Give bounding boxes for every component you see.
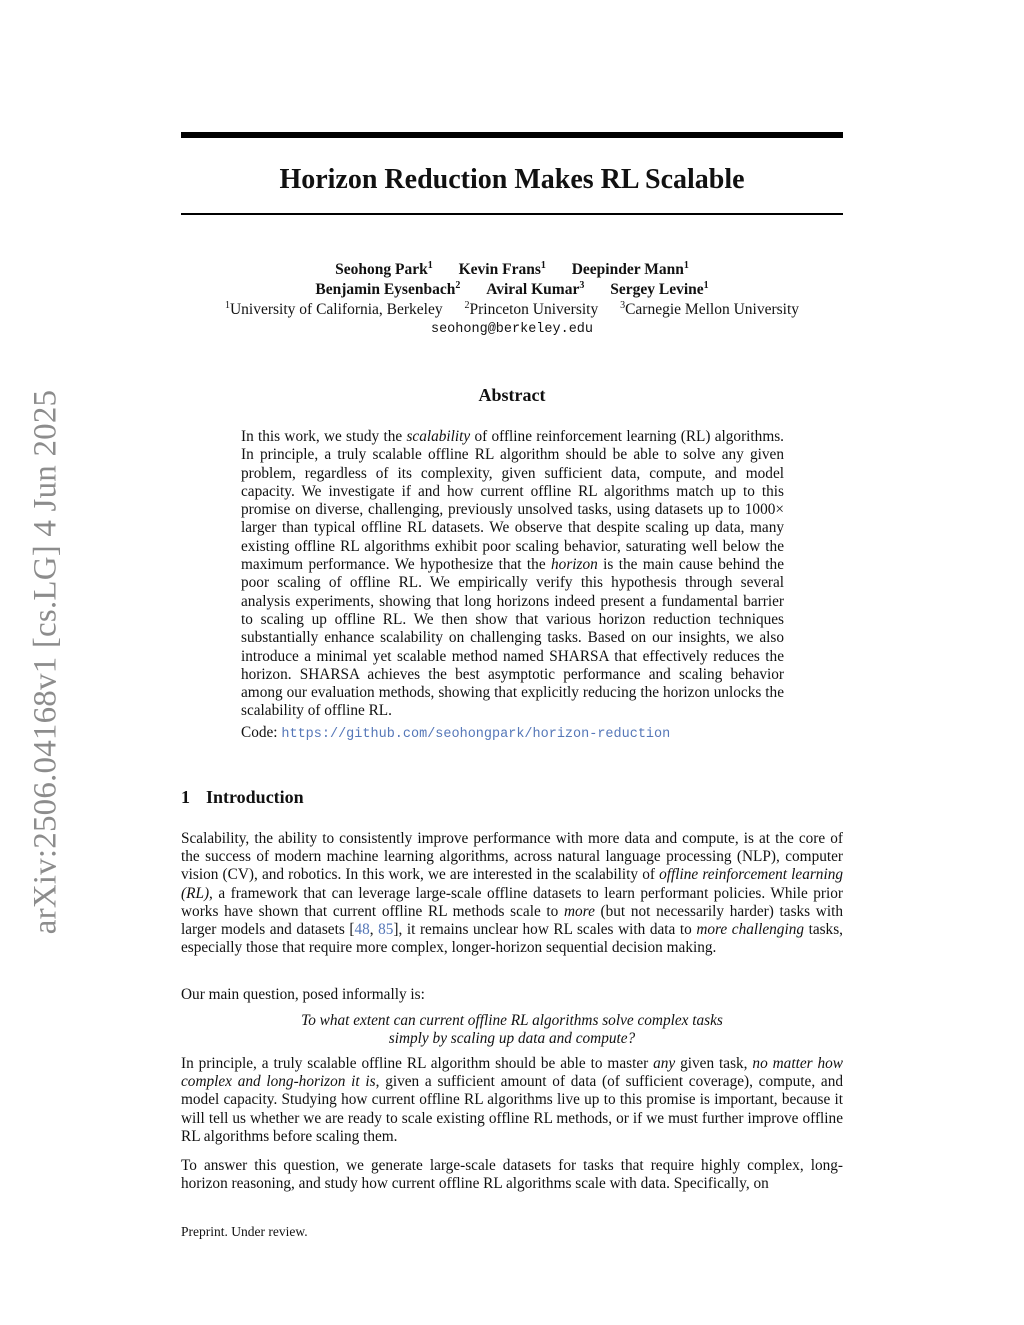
research-question-quote: To what extent can current offline RL algorithms solve complex tasks simply by scaling up data and compute? (301, 1012, 723, 1048)
code-repo-link[interactable]: https://github.com/seohongpark/horizon-reduction (281, 727, 671, 742)
citation-link[interactable]: 48 (354, 921, 370, 939)
intro-paragraph-3: In principle, a truly scalable offline RL algorithm should be able to master any given task, no matter how complex and long-horizon it is, given a sufficient amount of data (of sufficient coverage), compute, and model capacity. Studying how current offline RL algorithms live up to this promise is important, because it will tell us whether we are ready to scale existing offline RL methods, or if we must further improve offline RL algorithms before scaling them. (181, 1055, 843, 1145)
author: Seohong Park$^1$ (335, 260, 433, 278)
author: Sergey Levine$^1$ (610, 280, 709, 298)
author: Kevin Frans$^1$ (458, 260, 546, 278)
author-email: seohong@berkeley.edu (430, 322, 594, 337)
intro-paragraph-4: To answer this question, we generate large-scale datasets for tasks that require highly complex, long-horizon reasoning, and study how current offline RL algorithms scale with data. Specifically, on (181, 1157, 843, 1193)
affiliations (181, 300, 843, 320)
abstract-body: In this work, we study the scalability of offline reinforcement learning (RL) algorithms. In principle, a truly scalable offline RL algorithm should be able to solve any given problem, regardless of its complexity, given sufficient data, compute, and model capacity. We investigate if and how current offline RL algorithms match up to this promise on diverse, challenging, previously unsolved tasks, using datasets up to 1000× larger than typical offline RL datasets. We observe that despite scaling up data, many existing offline RL algorithms exhibit poor scaling behavior, saturating well below the maximum performance. We hypothesize that the horizon is the main cause behind the poor scaling of offline RL. We empirically verify this hypothesis through several analysis experiments, showing that long horizons indeed present a fundamental barrier to scaling up offline RL. We then show that various horizon reduction techniques substantially enhance scalability on challenging tasks. Based on our insights, we also introduce a minimal yet scalable method named SHARSA that effectively reduces the horizon. SHARSA achieves the best asymptotic performance and scaling behavior among our evaluation methods, showing that explicitly reducing the horizon unlocks the scalability of offline RL. (241, 428, 784, 720)
arxiv-sidebar (0, 0, 80, 1325)
author: Deepinder Mann$^1$ (571, 260, 689, 278)
title-bottom-rule (181, 213, 843, 215)
affiliation: $^2$Princeton University (464, 300, 599, 318)
author: Aviral Kumar$^3$ (486, 280, 585, 298)
arxiv-identifier: arXiv:2506.04168v1 [cs.LG] 4 Jun 2025 (27, 389, 64, 935)
intro-paragraph-1: Scalability, the ability to consistently improve performance with more data and compute, is at the core of the success of modern machine learning algorithms, across natural language processing (NLP), computer vision (CV), and robotics. In this work, we are interested in the scalability of offline reinforcement learning (RL), a framework that can leverage large-scale offline datasets to learn performant policies. While prior works have shown that current offline RL methods scale to more (but not necessarily harder) tasks with larger models and datasets [48, 85], it remains unclear how RL scales with data to more challenging tasks, especially those that require more complex, longer-horizon sequential decision making. (181, 830, 843, 957)
author-row-2 (181, 280, 843, 300)
author-block (181, 260, 843, 340)
author: Benjamin Eysenbach$^2$ (315, 280, 461, 298)
affiliation: $^3$Carnegie Mellon University (620, 300, 799, 318)
section-heading-introduction: 1 Introduction (181, 787, 304, 807)
author-row-1 (181, 260, 843, 280)
title-top-rule (181, 132, 843, 138)
preprint-footer: Preprint. Under review. (181, 1224, 308, 1239)
paper-title: Horizon Reduction Makes RL Scalable (279, 164, 745, 195)
code-link-line: Code: https://github.com/seohongpark/horizon-reduction (241, 724, 671, 742)
intro-paragraph-2: Our main question, posed informally is: (181, 986, 425, 1003)
citation-link[interactable]: 85 (378, 921, 394, 939)
abstract-heading: Abstract (478, 385, 546, 405)
affiliation: $^1$University of California, Berkeley (224, 300, 443, 318)
